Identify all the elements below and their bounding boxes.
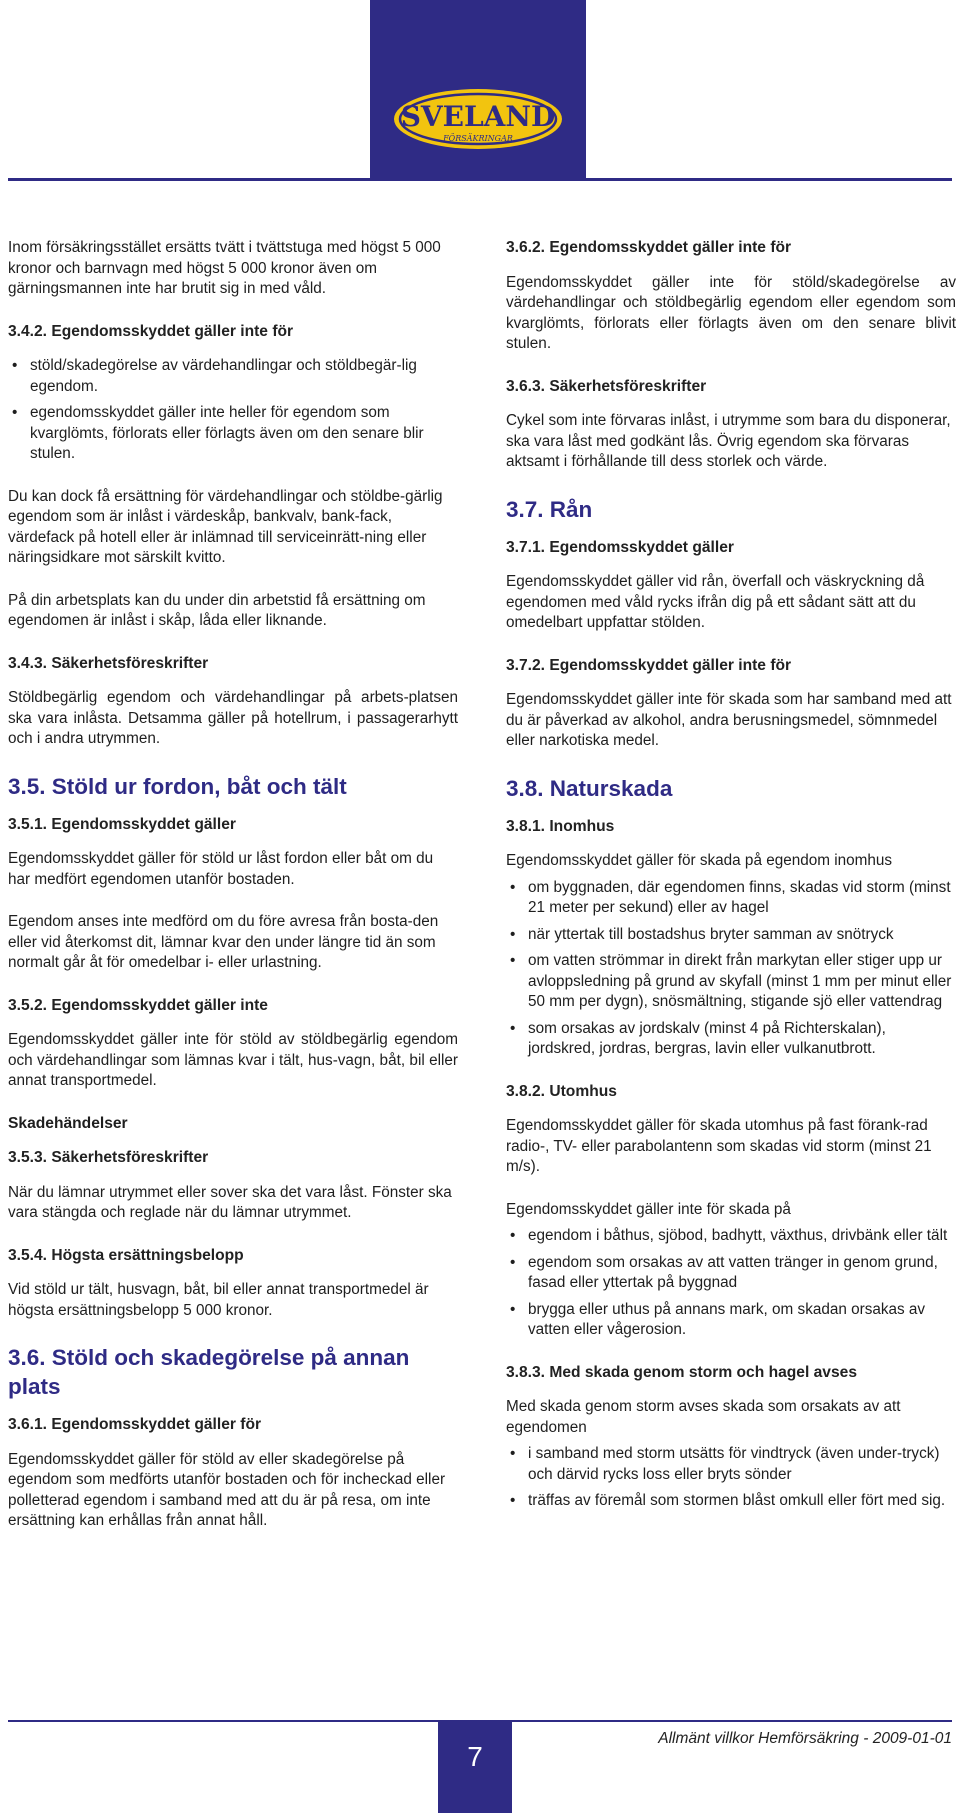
page-number: 7 — [438, 1722, 512, 1813]
list-item: • egendom i båthus, sjöbod, badhytt, växthus, drivbänk eller tält — [506, 1226, 956, 1247]
bullet-list — [8, 356, 458, 465]
list-item: • träffas av föremål som stormen blåst omkull eller fört med sig. — [506, 1491, 956, 1512]
list-item: • som orsakas av jordskalv (minst 4 på Richterskalan), jordskred, jordras, bergras, lavin eller vulkanutbrott. — [506, 1019, 956, 1060]
paragraph: Egendomsskyddet gäller inte för stöld/skadegörelse av värdehandlingar och stöldbegärlig egendom eller egendom som kvarglömts, förlorats eller förlagts även om den senare blivit stulen. — [506, 273, 956, 352]
logo-banner — [370, 0, 586, 180]
chapter-heading: 3.6. Stöld och skadegörelse på annan plats — [8, 1345, 410, 1399]
paragraph: Med skada genom storm avses skada som orsakats av att egendomen — [506, 1398, 901, 1436]
paragraph: Egendomsskyddet gäller vid rån, överfall och väskryckning då egendomen med våld rycks ifrån dig på ett sådant sätt att du omedelbart uppfattar stölden. — [506, 573, 925, 631]
section-heading: 3.8.2. Utomhus — [506, 1082, 617, 1100]
paragraph: Vid stöld ur tält, husvagn, båt, bil eller annat transportmedel är högsta ersättningsbelopp 5 000 kronor. — [8, 1281, 429, 1319]
section-heading: 3.5.4. Högsta ersättningsbelopp — [8, 1246, 244, 1264]
list-item: • om vatten strömmar in direkt från markytan eller stiger upp ur avloppsledning på grund av skyfall (minst 1 mm per minut eller 50 mm per dygn), snösmältning, stigande sjö eller vattendrag — [506, 951, 956, 1013]
list-item: • brygga eller uthus på annans mark, om skadan orsakas av vatten eller vågerosion. — [506, 1300, 956, 1341]
section-heading: 3.4.2. Egendomsskyddet gäller inte för — [8, 322, 294, 340]
list-item: • i samband med storm utsätts för vindtryck (även under-tryck) och därvid rycks loss eller bryts sönder — [506, 1444, 956, 1485]
paragraph: Inom försäkringsstället ersätts tvätt i tvättstuga med högst 5 000 kronor och barnvagn med högst 5 000 kronor även om gärningsmannen inte har brutit sig in med våld. — [8, 239, 441, 297]
paragraph: Egendomsskyddet gäller för skada på egendom inomhus — [506, 852, 893, 869]
paragraph: Egendomsskyddet gäller för stöld ur låst fordon eller båt om du har medfört egendomen utanför bostaden. — [8, 850, 434, 888]
section-heading: 3.6.2. Egendomsskyddet gäller inte för — [506, 239, 792, 256]
section-heading: 3.4.3. Säkerhetsföreskrifter — [8, 654, 209, 672]
paragraph: Egendomsskyddet gäller inte för skada på — [506, 1200, 791, 1218]
section-heading: 3.8.3. Med skada genom storm och hagel avses — [506, 1363, 857, 1381]
section-heading: 3.5.2. Egendomsskyddet gäller inte — [8, 996, 268, 1014]
section-heading: 3.7.2. Egendomsskyddet gäller inte för — [506, 656, 792, 674]
paragraph: När du lämnar utrymmet eller sover ska det vara låst. Fönster ska vara stängda och reglade när du lämnar utrymmet. — [8, 1183, 452, 1221]
section-heading: 3.6.1. Egendomsskyddet gäller för — [8, 1416, 262, 1433]
bullet-list — [506, 1444, 956, 1512]
paragraph: På din arbetsplats kan du under din arbetstid få ersättning om egendomen är inlåst i skåp, låda eller liknande. — [8, 591, 426, 629]
subheading-skadehandelser: Skadehändelser — [8, 1114, 128, 1132]
chapter-heading: 3.5. Stöld ur fordon, båt och tält — [8, 773, 347, 799]
paragraph: Egendomsskyddet gäller inte för skada som har samband med att du är påverkad av alkohol, andra berusningsmedel, sömnmedel eller narkotiska medel. — [506, 691, 952, 749]
list-item: • om byggnaden, där egendomen finns, skadas vid storm (minst 21 meter per sekund) eller av hagel — [506, 878, 956, 919]
paragraph: Egendom anses inte medförd om du före avresa från bosta-den eller vid återkomst dit, lämnar kvar den under längre tid än som normalt går åt för omedelbar i- eller urlastning. — [8, 913, 439, 971]
paragraph: Egendomsskyddet gäller inte för stöld av stöldbegärlig egendom och värdehandlingar som lämnas kvar i tält, hus-vagn, båt, bil eller annat transportmedel. — [8, 1031, 458, 1089]
section-heading: 3.8.1. Inomhus — [506, 817, 615, 835]
paragraph: Egendomsskyddet gäller för skada utomhus på fast förank-rad radio-, TV- eller parabolantenn som skadas vid storm (minst 21 m/s). — [506, 1117, 932, 1175]
bullet-list — [506, 878, 956, 1060]
section-heading: 3.5.3. Säkerhetsföreskrifter — [8, 1149, 209, 1166]
paragraph: Stöldbegärlig egendom och värdehandlingar på arbets-platsen ska vara inlåsta. Detsamma gäller på hotellrum, i passagerarhytt och i andra utrymmen. — [8, 689, 458, 747]
header-divider — [8, 178, 952, 181]
list-item: • när yttertak till bostadshus bryter samman av snötryck — [506, 925, 956, 946]
logo-subtext: FÖRSÄKRINGAR — [443, 134, 513, 143]
sveland-logo-icon — [390, 84, 566, 154]
paragraph: Du kan dock få ersättning för värdehandlingar och stöldbe-gärlig egendom som är inlåst i värdeskåp, bankvalv, bank-fack, värdefack på hotell eller är inlämnad till serviceinrätt-ning eller näringsidkare mot särskilt kvitto. — [8, 487, 443, 566]
list-item: • egendom som orsakas av att vatten tränger in genom grund, fasad eller yttertak på byggnad — [506, 1253, 956, 1294]
logo-text: SVELAND — [400, 100, 556, 133]
section-heading: 3.7.1. Egendomsskyddet gäller — [506, 538, 734, 556]
list-item: • egendomsskyddet gäller inte heller för egendom som kvarglömts, förlorats eller förlagts även om den senare blir stulen. — [8, 403, 458, 465]
left-column — [8, 238, 458, 1554]
paragraph: Egendomsskyddet gäller för stöld av eller skadegörelse på egendom som medförts utanför bostaden och för incheckad eller polletterad egendom i samband med att du är på resa, om inte ersättning kan erhållas från annat håll. — [8, 1450, 446, 1529]
footer-document-title: Allmänt villkor Hemförsäkring - 2009-01-01 — [658, 1730, 952, 1747]
section-heading: 3.6.3. Säkerhetsföreskrifter — [506, 377, 707, 395]
right-column — [506, 238, 956, 1534]
section-heading: 3.5.1. Egendomsskyddet gäller — [8, 815, 236, 833]
bullet-list — [506, 1226, 956, 1341]
chapter-heading: 3.8. Naturskada — [506, 775, 673, 801]
list-item: • stöld/skadegörelse av värdehandlingar och stöldbegär-lig egendom. — [8, 356, 458, 397]
chapter-heading: 3.7. Rån — [506, 496, 593, 522]
paragraph: Cykel som inte förvaras inlåst, i utrymme som bara du disponerar, ska vara låst med godkänt lås. Övrig egendom ska förvaras aktsamt i förhållande till dess storlek och värde. — [506, 412, 951, 470]
